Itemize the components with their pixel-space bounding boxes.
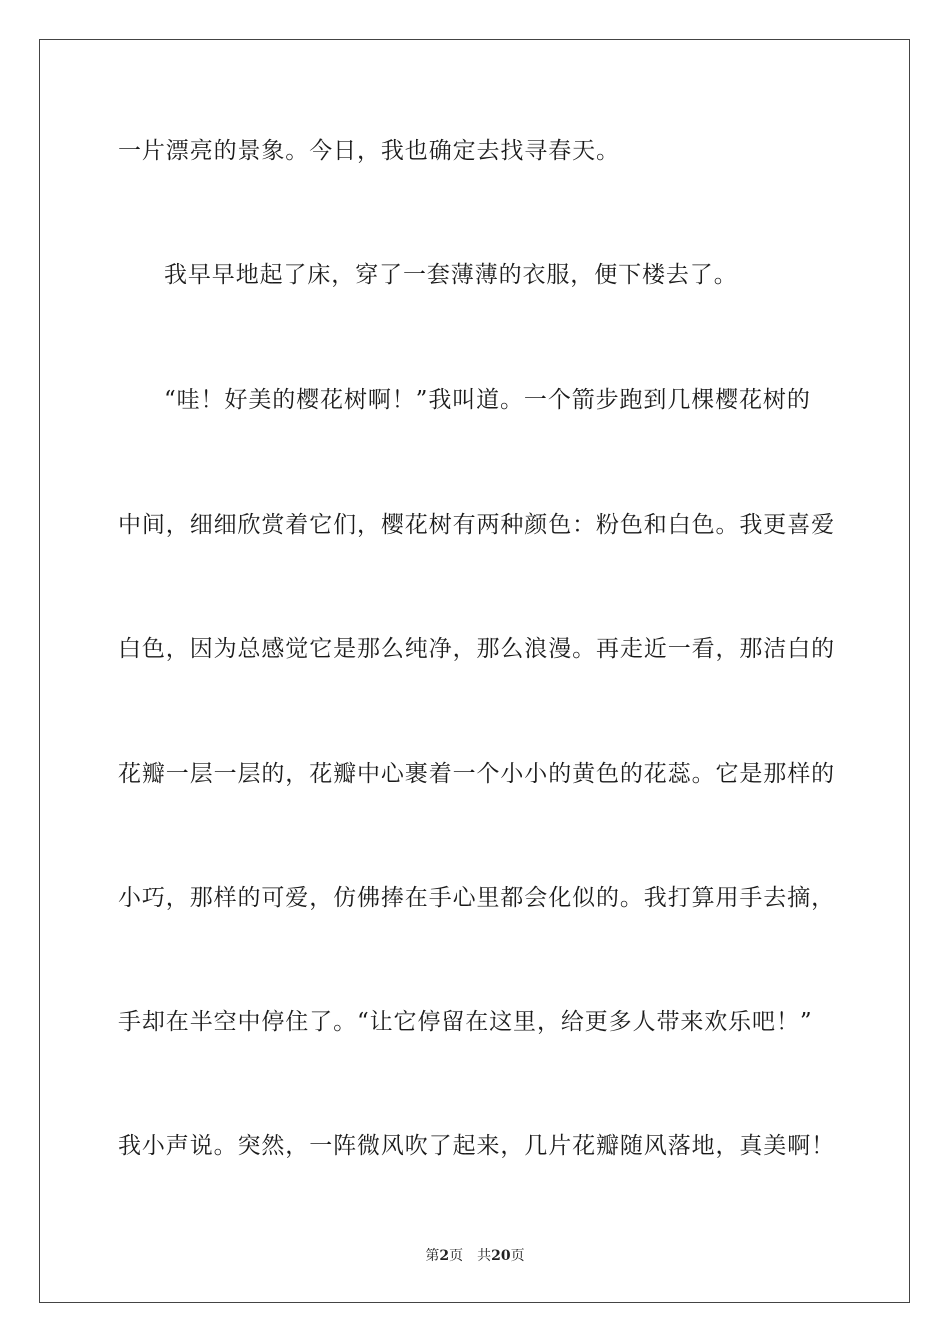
total-suffix: 页 xyxy=(510,1248,525,1264)
page-border xyxy=(39,39,910,1303)
paragraph-line-4: 中间，细细欣赏着它们，樱花树有两种颜色：粉色和白色。我更喜爱 xyxy=(118,512,835,538)
page-prefix: 第 xyxy=(425,1248,440,1264)
total-prefix: 共 xyxy=(477,1248,492,1264)
paragraph-line-9: 我小声说。突然，一阵微风吹了起来，几片花瓣随风落地，真美啊！ xyxy=(118,1133,835,1159)
paragraph-line-5: 白色，因为总感觉它是那么纯净，那么浪漫。再走近一看，那洁白的 xyxy=(118,636,835,662)
paragraph-line-2: 我早早地起了床，穿了一套薄薄的衣服，便下楼去了。 xyxy=(164,262,738,288)
paragraph-line-3: “哇！好美的樱花树啊！”我叫道。一个箭步跑到几棵樱花树的 xyxy=(164,387,811,413)
page-footer xyxy=(0,1246,950,1266)
paragraph-line-6: 花瓣一层一层的，花瓣中心裹着一个小小的黄色的花蕊。它是那样的 xyxy=(118,761,835,787)
paragraph-line-8: 手却在半空中停住了。“让它停留在这里，给更多人带来欢乐吧！” xyxy=(118,1009,813,1035)
total-page-count: 20 xyxy=(491,1248,511,1264)
paragraph-line-7: 小巧，那样的可爱，仿佛捧在手心里都会化似的。我打算用手去摘， xyxy=(118,885,835,911)
paragraph-line-1: 一片漂亮的景象。今日，我也确定去找寻春天。 xyxy=(118,138,620,164)
page-suffix: 页 xyxy=(449,1248,464,1264)
current-page-number: 2 xyxy=(439,1248,450,1264)
